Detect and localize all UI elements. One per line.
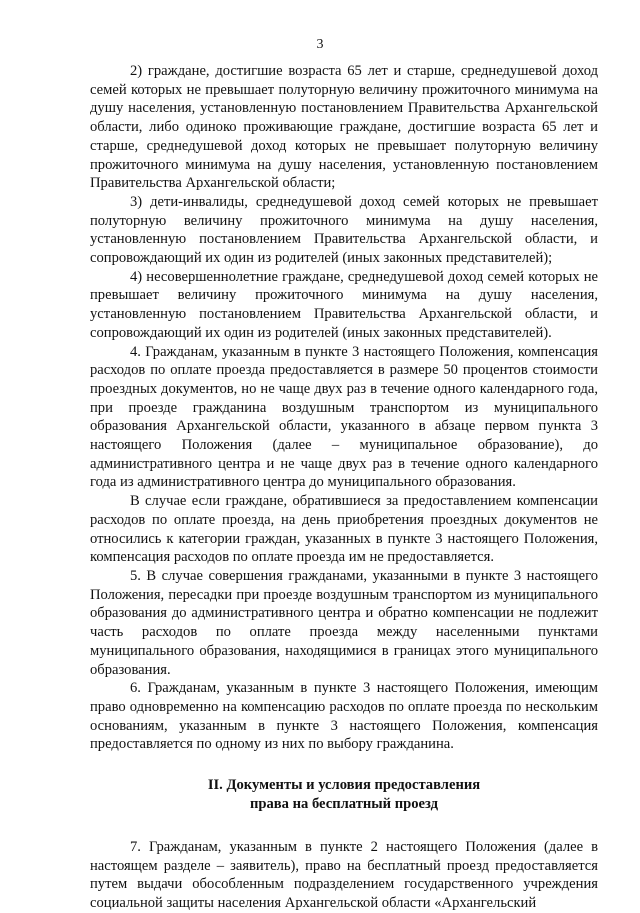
paragraph-item-2: 2) граждане, достигшие возраста 65 лет и старше, среднедушевой доход семей которых не превышает полуторную величину прожиточного минимума на душу населения, установленную постановлением Правительства Архангельской области, либо одиноко проживающие граждане, достигшие возраста 65 лет и старше, среднедушевой доход которых не превышает полуторную величину прожиточного минимума на душу населения, установленную постановлением Правительства Архангельской области; — [90, 63, 598, 192]
paragraph-item-4: 4) несовершеннолетние граждане, среднедушевой доход семей которых не превышает величину прожиточного минимума на душу населения, установленную постановлением Правительства Архангельской области, и сопровождающий их один из родителей (иных законных представителей). — [90, 268, 598, 341]
section-heading — [90, 776, 598, 814]
page-number: 3 — [316, 37, 324, 52]
paragraph-clause-5: 5. В случае совершения гражданами, указанными в пункте 3 настоящего Положения, пересадки при проезде воздушным транспортом из муниципального образования до административного центра и обратно компенсации не подлежит часть расходов по оплате проезда между населенными пунктами муниципального образования, находящимися в границах этого муниципального образования. — [90, 567, 598, 678]
paragraph-clause-6: 6. Гражданам, указанным в пункте 3 настоящего Положения, имеющим право одновременно на компенсацию расходов по оплате проезда по нескольким основаниям, указанным в пункте 3 настоящего Положения, компенсация предоставляется по одному из них по выбору гражданина. — [90, 680, 598, 753]
document-body — [90, 62, 598, 913]
paragraph-clause-4: 4. Гражданам, указанным в пункте 3 настоящего Положения, компенсация расходов по оплате проезда предоставляется в размере 50 процентов стоимости проездных документов, но не чаще двух раз в течение одного календарного года, при проезде гражданина воздушным транспортом из муниципального образования Архангельской области, указанного в абзаце первом пункта 3 настоящего Положения (далее – муниципальное образование), до административного центра и не чаще двух раз в течение одного календарного года из административного центра до муниципального образования. — [90, 343, 598, 491]
section-heading-line-1: II. Документы и условия предоставления — [207, 777, 481, 794]
paragraph-clause-4-exception: В случае если граждане, обратившиеся за предоставлением компенсации расходов по оплате проезда, на день приобретения проездных документов не относились к категории граждан, указанных в пункте 3 настоящего Положения, компенсация расходов по оплате проезда им не предоставляется. — [90, 493, 598, 566]
paragraph-clause-7: 7. Гражданам, указанным в пункте 2 настоящего Положения (далее в настоящем разделе – заявитель), право на бесплатный проезд предоставляется путем выдачи обособленным подразделением государственного учреждения социальной защиты населения Архангельской области «Архангельский — [90, 839, 598, 912]
paragraph-item-3: 3) дети-инвалиды, среднедушевой доход семей которых не превышает полуторную величину прожиточного минимума на душу населения, установленную постановлением Правительства Архангельской области, и сопровождающий их один из родителей (иных законных представителей); — [90, 193, 598, 267]
section-heading-line-2: права на бесплатный проезд — [249, 796, 439, 813]
